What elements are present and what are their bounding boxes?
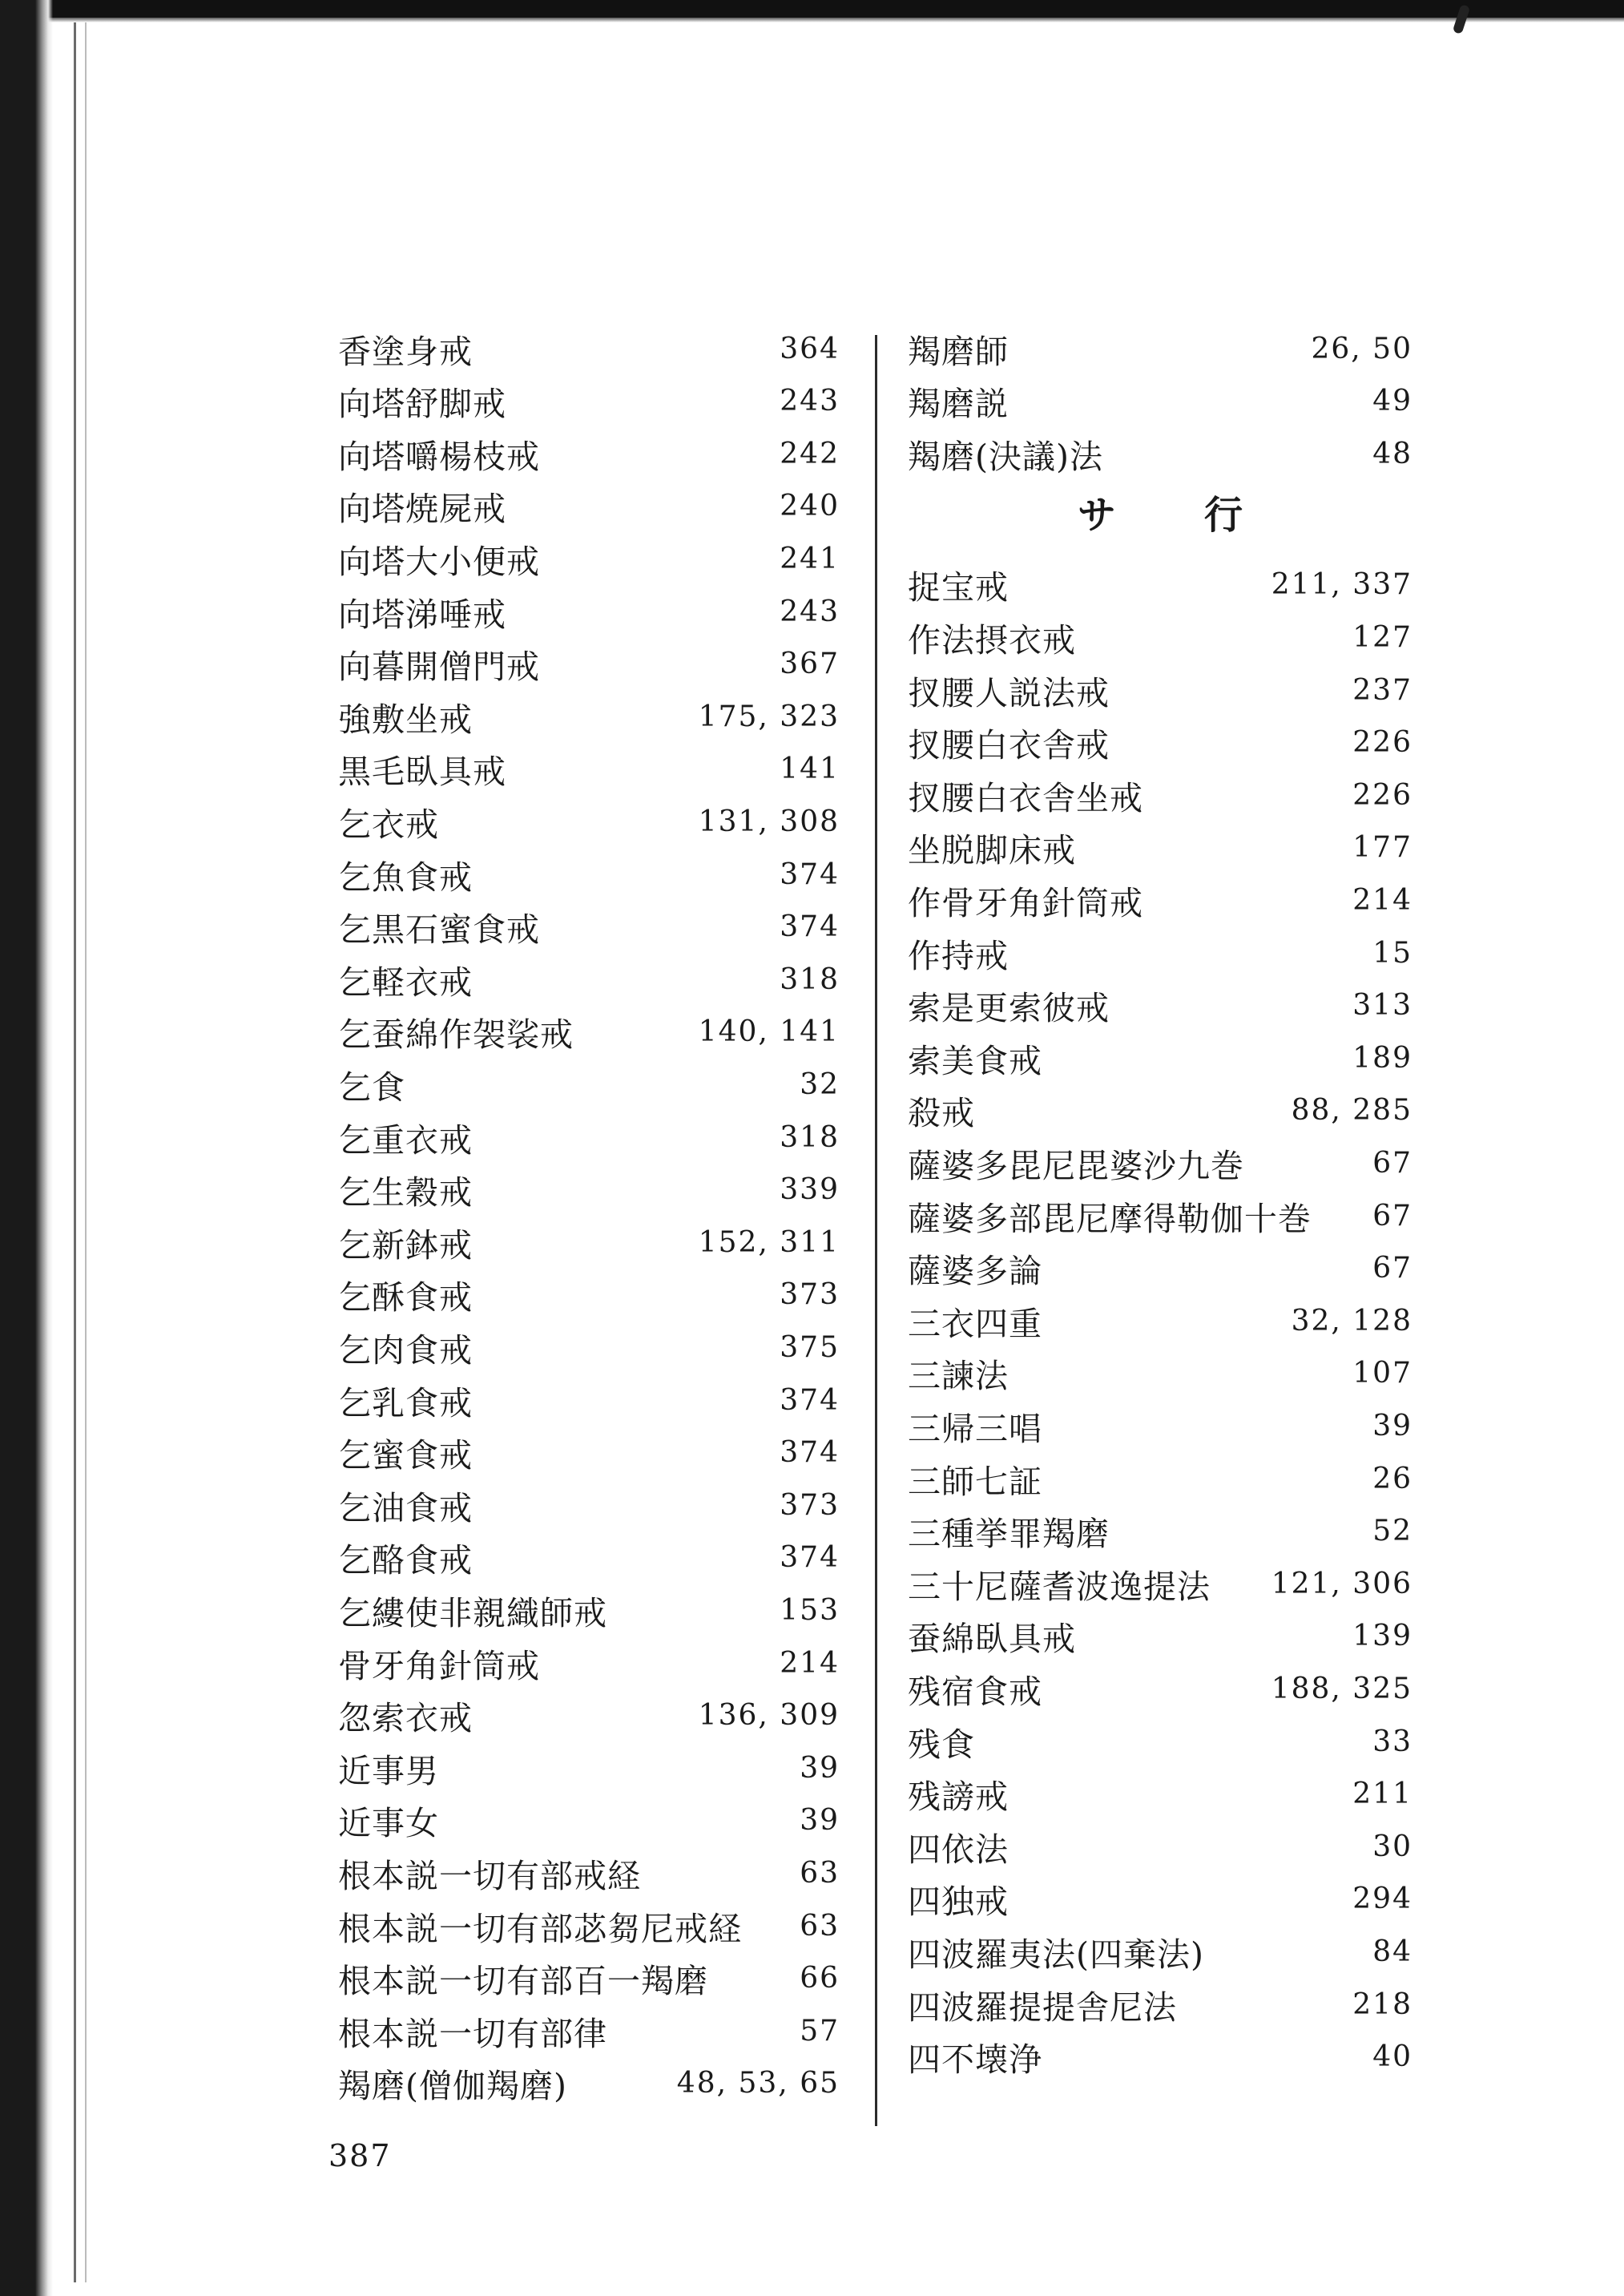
index-term: 薩婆多部毘尼摩得勒伽十巻 xyxy=(908,1199,1312,1238)
index-entry xyxy=(908,1770,1412,1818)
index-term: 根本説一切有部戒経 xyxy=(338,1856,641,1895)
index-entry xyxy=(908,824,1412,872)
index-term: 乞酪食戒 xyxy=(338,1541,473,1580)
index-term: 乞衣戒 xyxy=(338,805,439,844)
index-term: 三師七証 xyxy=(908,1462,1042,1501)
index-term: 根本説一切有部律 xyxy=(338,2014,607,2053)
index-entry xyxy=(338,1744,840,1792)
index-entry xyxy=(338,1534,840,1582)
index-page-refs: 189 xyxy=(1352,1041,1412,1075)
index-term: 作法摂衣戒 xyxy=(908,620,1076,660)
index-entry xyxy=(338,1218,840,1266)
binding-shadow xyxy=(0,0,53,2296)
binding-edge-line-inner xyxy=(85,22,87,2282)
index-term: 四不壊浄 xyxy=(908,2040,1042,2080)
index-page-refs: 63 xyxy=(800,1856,840,1890)
index-page-refs: 373 xyxy=(780,1488,840,1522)
index-page-refs: 67 xyxy=(1372,1199,1412,1233)
index-term: 乞黒石蜜食戒 xyxy=(338,910,540,950)
index-entry xyxy=(908,1402,1412,1450)
index-term: 四波羅夷法(四棄法) xyxy=(908,1935,1204,1974)
index-term: 乞魚食戒 xyxy=(338,857,473,897)
index-page-refs: 30 xyxy=(1372,1830,1412,1863)
index-page-refs: 39 xyxy=(1372,1409,1412,1443)
index-page-refs: 237 xyxy=(1352,673,1412,707)
index-page-refs: 15 xyxy=(1372,936,1412,970)
index-entry xyxy=(908,1717,1412,1765)
index-entry xyxy=(338,377,840,426)
index-term: 索是更索彼戒 xyxy=(908,989,1110,1028)
index-term: 扠腰白衣舎坐戒 xyxy=(908,778,1143,817)
index-entry xyxy=(908,1192,1412,1240)
index-entry xyxy=(338,587,840,636)
index-entry xyxy=(908,1455,1412,1503)
section-heading xyxy=(908,484,1412,540)
scan-top-border xyxy=(0,0,1624,18)
index-page-refs: 48, 53, 65 xyxy=(676,2067,840,2100)
index-page-refs: 214 xyxy=(780,1646,840,1680)
index-term: 蚕綿臥具戒 xyxy=(908,1620,1076,1659)
index-term: 三衣四重 xyxy=(908,1304,1042,1343)
index-page-refs: 243 xyxy=(780,595,840,628)
index-page-refs: 374 xyxy=(780,910,840,944)
index-page-refs: 40 xyxy=(1372,2040,1412,2074)
index-entry xyxy=(908,1139,1412,1187)
index-page-refs: 175, 323 xyxy=(698,700,840,733)
index-page-refs: 57 xyxy=(800,2014,840,2048)
page-number: 387 xyxy=(328,2138,392,2173)
index-entry xyxy=(338,1113,840,1161)
index-term: 乞軽衣戒 xyxy=(338,962,473,1002)
index-page-refs: 39 xyxy=(800,1751,840,1785)
index-term: 乞酥食戒 xyxy=(338,1278,473,1317)
index-term: 薩婆多論 xyxy=(908,1252,1042,1291)
index-page-refs: 218 xyxy=(1352,1987,1412,2021)
index-entry xyxy=(908,1612,1412,1660)
index-term: 羯磨師 xyxy=(908,332,1009,371)
index-term: 根本説一切有部苾芻尼戒経 xyxy=(338,1909,742,1948)
index-term: 乞蚕綿作袈裟戒 xyxy=(338,1015,574,1055)
index-term: 捉宝戒 xyxy=(908,568,1009,607)
index-page-refs: 374 xyxy=(780,1436,840,1470)
index-page-refs: 374 xyxy=(780,857,840,891)
index-entry xyxy=(908,1350,1412,1398)
index-entry xyxy=(908,1560,1412,1608)
index-entry xyxy=(338,1008,840,1056)
index-page-refs: 375 xyxy=(780,1330,840,1364)
index-page-refs: 66 xyxy=(800,1962,840,1995)
index-page-refs: 367 xyxy=(780,648,840,681)
index-entry xyxy=(908,1034,1412,1082)
index-term: 強敷坐戒 xyxy=(338,700,473,739)
index-page-refs: 140, 141 xyxy=(698,1015,840,1049)
index-entry xyxy=(908,1980,1412,2028)
index-entry xyxy=(338,430,840,478)
index-entry xyxy=(908,1507,1412,1556)
index-entry xyxy=(908,377,1412,426)
index-page-refs: 226 xyxy=(1352,726,1412,760)
index-term: 乞食 xyxy=(338,1067,405,1107)
index-page-refs: 177 xyxy=(1352,831,1412,865)
index-entry xyxy=(908,1822,1412,1870)
index-entry xyxy=(908,666,1412,714)
index-page-refs: 153 xyxy=(780,1593,840,1627)
index-term: 向暮開僧門戒 xyxy=(338,648,540,687)
index-term: 乞縷使非親織師戒 xyxy=(338,1593,607,1632)
index-entry xyxy=(908,1087,1412,1135)
index-entry xyxy=(338,2007,840,2055)
index-term: 索美食戒 xyxy=(908,1041,1042,1080)
index-page-refs: 294 xyxy=(1352,1882,1412,1916)
index-entry xyxy=(338,1639,840,1687)
index-term: 乞油食戒 xyxy=(338,1488,473,1527)
index-entry xyxy=(338,1060,840,1108)
index-entry xyxy=(338,903,840,951)
index-entry xyxy=(338,1166,840,1214)
index-term: 四独戒 xyxy=(908,1882,1009,1922)
index-term: 乞重衣戒 xyxy=(338,1120,473,1160)
index-page-refs: 33 xyxy=(1372,1725,1412,1758)
index-page-refs: 313 xyxy=(1352,989,1412,1023)
index-term: 乞生穀戒 xyxy=(338,1173,473,1213)
index-page-refs: 52 xyxy=(1372,1515,1412,1548)
index-entry xyxy=(338,1797,840,1845)
index-entry xyxy=(338,535,840,583)
index-entry xyxy=(338,1271,840,1319)
index-entry xyxy=(338,325,840,373)
index-entry xyxy=(908,771,1412,819)
index-page-refs: 127 xyxy=(1352,620,1412,654)
index-page-refs: 88, 285 xyxy=(1291,1094,1412,1128)
index-term: 黒毛臥具戒 xyxy=(338,753,506,792)
index-page-refs: 141 xyxy=(780,753,840,786)
index-page-refs: 32, 128 xyxy=(1291,1304,1412,1338)
index-entry xyxy=(908,1927,1412,1975)
index-term: 近事女 xyxy=(338,1804,439,1843)
index-term: 向塔大小便戒 xyxy=(338,542,540,581)
index-page-refs: 49 xyxy=(1372,385,1412,418)
index-term: 根本説一切有部百一羯磨 xyxy=(338,1962,708,2001)
index-term: 残宿食戒 xyxy=(908,1672,1042,1711)
index-term: 扠腰白衣舎戒 xyxy=(908,726,1110,765)
index-page-refs: 364 xyxy=(780,332,840,365)
index-entry xyxy=(338,745,840,793)
section-heading-kana: サ xyxy=(1077,493,1116,539)
index-term: 作骨牙角針筒戒 xyxy=(908,883,1143,922)
index-term: 三諫法 xyxy=(908,1357,1009,1396)
index-page-refs: 121, 306 xyxy=(1271,1567,1412,1600)
index-term: 乞乳食戒 xyxy=(338,1383,473,1422)
index-entry xyxy=(338,1692,840,1740)
index-page-refs: 211, 337 xyxy=(1271,568,1412,602)
index-term: 忽索衣戒 xyxy=(338,1699,473,1738)
index-entry xyxy=(338,1429,840,1477)
index-page-refs: 214 xyxy=(1352,883,1412,917)
index-term: 扠腰人説法戒 xyxy=(908,673,1110,712)
index-page-refs: 152, 311 xyxy=(698,1225,840,1259)
index-term: 乞蜜食戒 xyxy=(338,1436,473,1475)
index-term: 四波羅提提舎尼法 xyxy=(908,1987,1177,2027)
index-term: 香塗身戒 xyxy=(338,332,473,371)
index-page-refs: 32 xyxy=(800,1067,840,1101)
index-entry xyxy=(338,1323,840,1371)
index-entry xyxy=(338,1902,840,1950)
index-entry xyxy=(908,613,1412,661)
index-page-refs: 339 xyxy=(780,1173,840,1207)
index-page-refs: 26 xyxy=(1372,1462,1412,1495)
index-entry xyxy=(908,325,1412,373)
index-page-refs: 318 xyxy=(780,962,840,996)
index-entry xyxy=(908,719,1412,767)
index-page-refs: 188, 325 xyxy=(1271,1672,1412,1705)
index-entry xyxy=(908,1664,1412,1713)
index-entry xyxy=(338,640,840,688)
index-term: 羯磨(僧伽羯磨) xyxy=(338,2067,567,2106)
index-entry xyxy=(908,430,1412,478)
index-page-refs: 240 xyxy=(780,490,840,523)
section-heading-gyo: 行 xyxy=(1204,493,1243,539)
index-term: 三帰三唱 xyxy=(908,1409,1042,1448)
index-page-refs: 243 xyxy=(780,385,840,418)
index-entry xyxy=(908,1297,1412,1345)
index-entry xyxy=(908,876,1412,924)
index-term: 薩婆多毘尼毘婆沙九巻 xyxy=(908,1146,1244,1185)
index-page-refs: 67 xyxy=(1372,1252,1412,1285)
index-page-refs: 373 xyxy=(780,1278,840,1312)
index-entry xyxy=(338,850,840,898)
index-page-refs: 374 xyxy=(780,1541,840,1575)
index-entry xyxy=(338,1849,840,1897)
index-entry xyxy=(908,2033,1412,2081)
index-page-refs: 26, 50 xyxy=(1311,332,1412,365)
index-entry xyxy=(338,1481,840,1529)
index-term: 向塔嚼楊枝戒 xyxy=(338,437,540,476)
index-term: 残謗戒 xyxy=(908,1777,1009,1817)
index-term: 向塔舒脚戒 xyxy=(338,385,506,424)
index-page-refs: 131, 308 xyxy=(698,805,840,838)
index-term: 羯磨説 xyxy=(908,385,1009,424)
index-term: 近事男 xyxy=(338,1751,439,1790)
index-page-refs: 318 xyxy=(780,1120,840,1154)
index-entry xyxy=(908,561,1412,609)
index-term: 残食 xyxy=(908,1725,975,1764)
binding-edge-line xyxy=(74,22,76,2282)
index-term: 三種挙罪羯磨 xyxy=(908,1515,1110,1554)
index-entry xyxy=(338,2060,840,2108)
index-page-refs: 84 xyxy=(1372,1935,1412,1968)
index-page-refs: 67 xyxy=(1372,1146,1412,1180)
scan-top-shadow xyxy=(0,18,1624,22)
index-page-refs: 39 xyxy=(800,1804,840,1838)
index-entry xyxy=(338,692,840,740)
index-entry xyxy=(908,1245,1412,1293)
column-divider xyxy=(875,335,877,2126)
index-entry xyxy=(908,982,1412,1030)
index-entry xyxy=(908,1875,1412,1923)
index-entry xyxy=(338,1376,840,1424)
index-entry xyxy=(338,482,840,531)
index-term: 骨牙角針筒戒 xyxy=(338,1646,540,1685)
index-term: 向塔涕唾戒 xyxy=(338,595,506,634)
index-term: 作持戒 xyxy=(908,936,1009,975)
index-term: 乞新鉢戒 xyxy=(338,1225,473,1265)
index-page-refs: 139 xyxy=(1352,1620,1412,1653)
index-page-refs: 63 xyxy=(800,1909,840,1943)
index-page-refs: 211 xyxy=(1352,1777,1412,1811)
index-entry xyxy=(338,797,840,845)
index-term: 向塔焼屍戒 xyxy=(338,490,506,529)
index-term: 三十尼薩耆波逸提法 xyxy=(908,1567,1211,1606)
index-page-refs: 242 xyxy=(780,437,840,470)
index-entry xyxy=(908,929,1412,977)
index-page-refs: 107 xyxy=(1352,1357,1412,1390)
index-entry xyxy=(338,1586,840,1634)
index-term: 坐脱脚床戒 xyxy=(908,831,1076,870)
index-page-refs: 241 xyxy=(780,542,840,575)
index-entry xyxy=(338,955,840,1003)
index-term: 四依法 xyxy=(908,1830,1009,1869)
index-entry xyxy=(338,1955,840,2003)
index-term: 乞肉食戒 xyxy=(338,1330,473,1370)
index-term: 羯磨(決議)法 xyxy=(908,437,1103,476)
index-page-refs: 48 xyxy=(1372,437,1412,470)
index-term: 殺戒 xyxy=(908,1094,975,1133)
index-page-refs: 374 xyxy=(780,1383,840,1417)
index-page-refs: 226 xyxy=(1352,778,1412,812)
index-page-refs: 136, 309 xyxy=(698,1699,840,1733)
